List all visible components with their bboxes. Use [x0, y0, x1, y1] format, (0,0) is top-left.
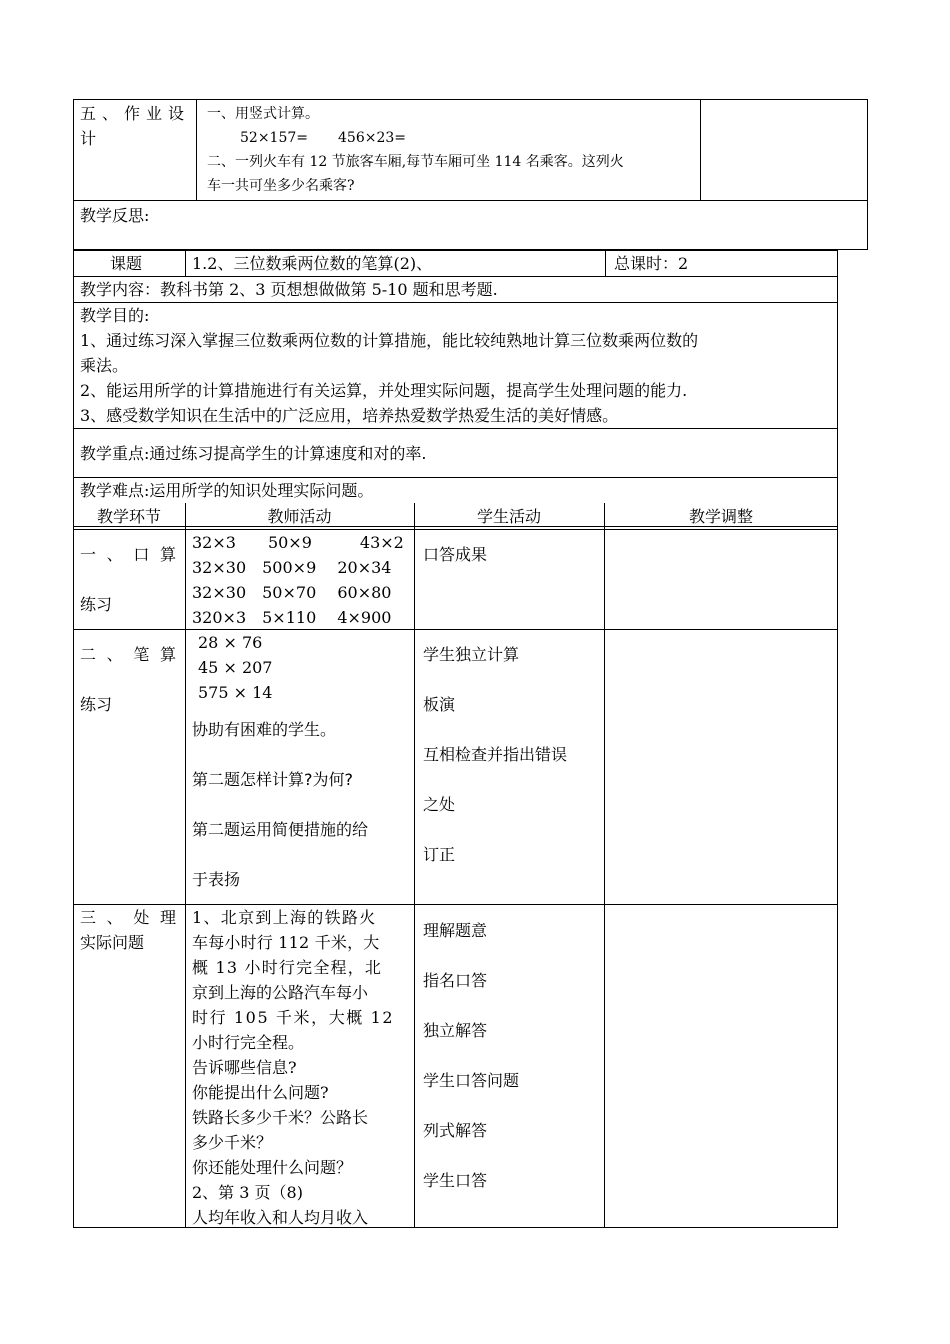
problem-line: 时行 105 千米，大概 12	[192, 1008, 395, 1027]
student-activity-line: 独立解答	[423, 1021, 488, 1040]
student-activity-line: 列式解答	[423, 1121, 488, 1140]
header-teacher: 教师活动	[267, 507, 332, 526]
teacher-activity-line: 第二题运用简便措施的给	[192, 820, 369, 839]
row2-stage-line2: 练习	[80, 695, 113, 714]
row3-student	[423, 918, 519, 1193]
problem-line: 人均年收入和人均月收入	[192, 1208, 369, 1227]
student-activity-line: 板演	[423, 695, 456, 714]
key-point	[80, 441, 427, 466]
homework-line-1: 一、用竖式计算。	[207, 106, 319, 122]
written-calc-line: 45 × 207	[198, 658, 273, 677]
problem-line: 概 13 小时行完全程，北	[192, 958, 383, 977]
student-activity-line: 订正	[423, 845, 456, 864]
total-hours: 总课时：2	[614, 254, 689, 273]
goal-line: 2、能运用所学的计算措施进行有关运算，并处理实际问题，提高学生处理问题的能力.	[80, 381, 688, 400]
row3-teacher	[192, 905, 407, 1230]
written-calc-line: 28 × 76	[198, 633, 263, 652]
teacher-activity-line: 协助有困难的学生。	[192, 720, 337, 739]
topic-label: 课题	[110, 254, 143, 273]
goal-line: 3、感受数学知识在生活中的广泛应用，培养热爱数学热爱生活的美好情感。	[80, 406, 619, 425]
problem-line: 2、第 3 页（8)	[192, 1183, 303, 1202]
row1-stage-line2: 练习	[80, 595, 113, 614]
homework-label: 五、作业设计	[80, 104, 191, 148]
header-line	[73, 529, 838, 530]
row1-student: 口答成果	[423, 545, 488, 564]
oral-calc-line: 32×30 500×9 20×34	[192, 558, 392, 577]
teaching-content: 教学内容：教科书第 2、3 页想想做做第 5-10 题和思考题.	[80, 280, 498, 299]
reflection-label: 教学反思:	[80, 206, 150, 225]
student-activity-line: 互相检查并指出错误	[423, 745, 568, 764]
problem-line: 车每小时行 112 千米，大	[192, 933, 380, 952]
problem-line: 你还能处理什么问题？	[192, 1158, 353, 1177]
row2-teacher	[192, 717, 368, 892]
row2-line	[73, 904, 838, 905]
header-student: 学生活动	[476, 507, 541, 526]
student-activity-line: 学生口答	[423, 1171, 488, 1190]
row2-student	[423, 642, 567, 867]
header-adjust: 教学调整	[688, 507, 753, 526]
goal-line: 1、通过练习深入掌握三位数乘两位数的计算措施，能比较纯熟地计算三位数乘两位数的	[80, 331, 699, 350]
student-activity-line: 理解题意	[423, 921, 488, 940]
homework-line-3: 二、一列火车有 12 节旅客车厢,每节车厢可坐 114 名乘客。这列火	[207, 154, 624, 170]
topic-title: 1.2、三位数乘两位数的笔算(2)、	[192, 254, 433, 273]
key-point-text: 通过练习提高学生的计算速度和对的率.	[149, 444, 427, 463]
header-stage: 教学环节	[96, 507, 161, 526]
homework-line-4: 车一共可坐多少名乘客?	[207, 178, 355, 194]
student-activity-line: 学生独立计算	[423, 645, 520, 664]
goals-label: 教学目的:	[80, 306, 150, 325]
student-activity-line: 学生口答问题	[423, 1071, 520, 1090]
student-activity-line: 指名口答	[423, 971, 488, 990]
col-divider-1	[185, 503, 186, 1228]
problem-line: 小时行完全程。	[192, 1033, 305, 1052]
problem-line: 你能提出什么问题?	[192, 1083, 329, 1102]
row2-stage-line1: 二、笔算	[80, 645, 176, 664]
row3-stage-line1: 三、处理	[80, 908, 176, 927]
homework-expr-2: 456×23=	[338, 130, 406, 146]
oral-calc-line: 32×3 50×9 43×2	[192, 533, 404, 552]
problem-line: 告诉哪些信息?	[192, 1058, 297, 1077]
teacher-activity-line: 第二题怎样计算?为何?	[192, 770, 353, 789]
problem-line: 京到上海的公路汽车每小	[192, 983, 369, 1002]
topic-divider-1	[185, 250, 186, 276]
written-calc-line: 575 × 14	[198, 683, 273, 702]
oral-calc-line: 320×3 5×110 4×900	[192, 608, 392, 627]
homework-divider-1	[196, 99, 197, 200]
row1-line	[73, 629, 838, 630]
row3-stage-line2: 实际问题	[80, 933, 145, 952]
homework-expr-1: 52×157=	[240, 130, 308, 146]
goal-line: 乘法。	[80, 356, 129, 375]
problem-line: 1、北京到上海的铁路火	[192, 908, 377, 927]
homework-divider-2	[700, 99, 701, 200]
row1-teacher	[192, 530, 404, 630]
student-activity-line: 之处	[423, 795, 456, 814]
teacher-activity-line: 于表扬	[192, 870, 241, 889]
topic-divider-2	[605, 250, 606, 276]
key-point-label: 教学重点:	[80, 444, 150, 463]
row2-calc	[198, 630, 272, 705]
oral-calc-line: 32×30 50×70 60×80	[192, 583, 392, 602]
problem-line: 铁路长多少千米？公路长	[192, 1108, 369, 1127]
col-divider-3	[604, 503, 605, 1228]
lesson-line-3	[73, 428, 838, 429]
difficulty-point: 教学难点:运用所学的知识处理实际问题。	[80, 481, 374, 500]
row1-stage-line1: 一、口算	[80, 545, 176, 564]
problem-line: 多少千米？	[192, 1133, 273, 1152]
homework-row-line	[73, 200, 868, 201]
col-divider-2	[414, 503, 415, 1228]
teaching-goals	[80, 303, 835, 428]
